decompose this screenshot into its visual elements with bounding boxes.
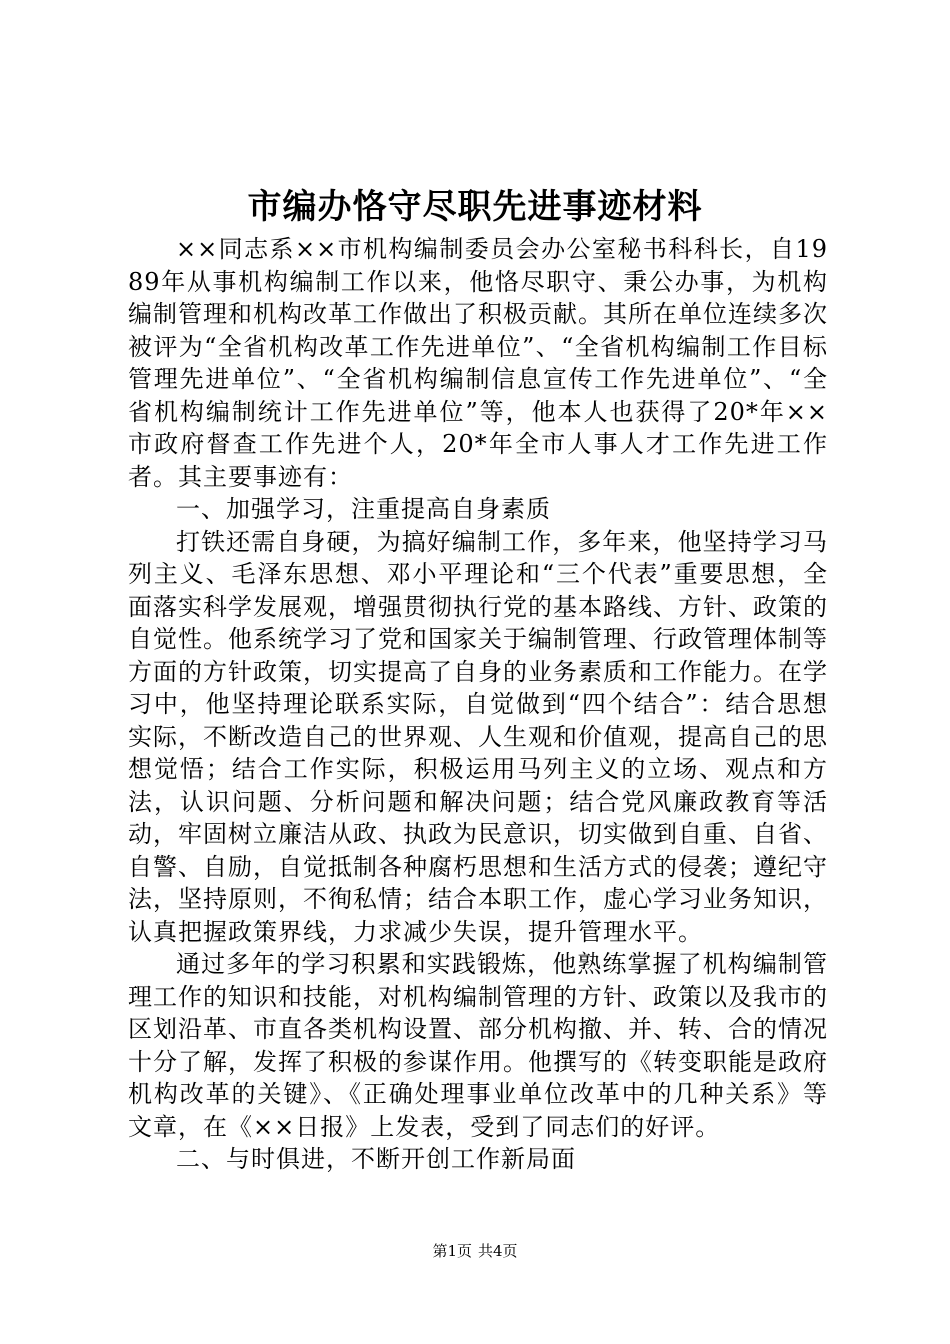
page-number: 第1页 <box>432 1242 472 1260</box>
body-paragraph: 打铁还需自身硬，为搞好编制工作，多年来，他坚持学习马列主义、毛泽东思想、邓小平理论和“三个代表”重要思想，全面落实科学发展观，增强贯彻执行党的基本路线、方针、政策的自觉性。他系统学习了党和国家关于编制管理、行政管理体制等方面的方针政策，切实提高了自身的业务素质和工作能力。在学习中，他坚持理论联系实际，自觉做到“四个结合”：结合思想实际，不断改造自己的世界观、人生观和价值观，提高自己的思想觉悟；结合工作实际，积极运用马列主义的立场、观点和方法，认识问题、分析问题和解决问题；结合党风廉政教育等活动，牢固树立廉洁从政、执政为民意识，切实做到自重、自省、自警、自励，自觉抵制各种腐朽思想和生活方式的侵袭；遵纪守法，坚持原则，不徇私情；结合本职工作，虚心学习业务知识，认真把握政策界线，力求减少失误，提升管理水平。 <box>128 527 828 946</box>
page-total: 共4页 <box>478 1242 518 1260</box>
body-paragraph: 通过多年的学习积累和实践锻炼，他熟练掌握了机构编制管理工作的知识和技能，对机构编制管理的方针、政策以及我市的区划沿革、市直各类机构设置、部分机构撤、并、转、合的情况十分了解，发挥了积极的参谋作用。他撰写的《转变职能是政府机构改革的关键》、《正确处理事业单位改革中的几种关系》等文章，在《××日报》上发表，受到了同志们的好评。 <box>128 950 828 1141</box>
section-heading: 二、与时俱进，不断开创工作新局面 <box>176 1145 576 1173</box>
body-paragraph: ××同志系××市机构编制委员会办公室秘书科科长，自1989年从事机构编制工作以来，他恪尽职守、秉公办事，为机构编制管理和机构改革工作做出了积极贡献。其所在单位连续多次被评为“全省机构改革工作先进单位”、“全省机构编制工作目标管理先进单位”、“全省机构编制信息宣传工作先进单位”、“全省机构编制统计工作先进单位”等，他本人也获得了20*年××市政府督查工作先进个人，20*年全市人事人才工作先进工作者。其主要事迹有： <box>128 235 828 491</box>
page-footer <box>0 1240 950 1262</box>
document-body <box>128 233 828 1176</box>
section-heading: 一、加强学习，注重提高自身素质 <box>176 495 551 523</box>
document-title: 市编办恪守尽职先进事迹材料 <box>247 187 703 227</box>
